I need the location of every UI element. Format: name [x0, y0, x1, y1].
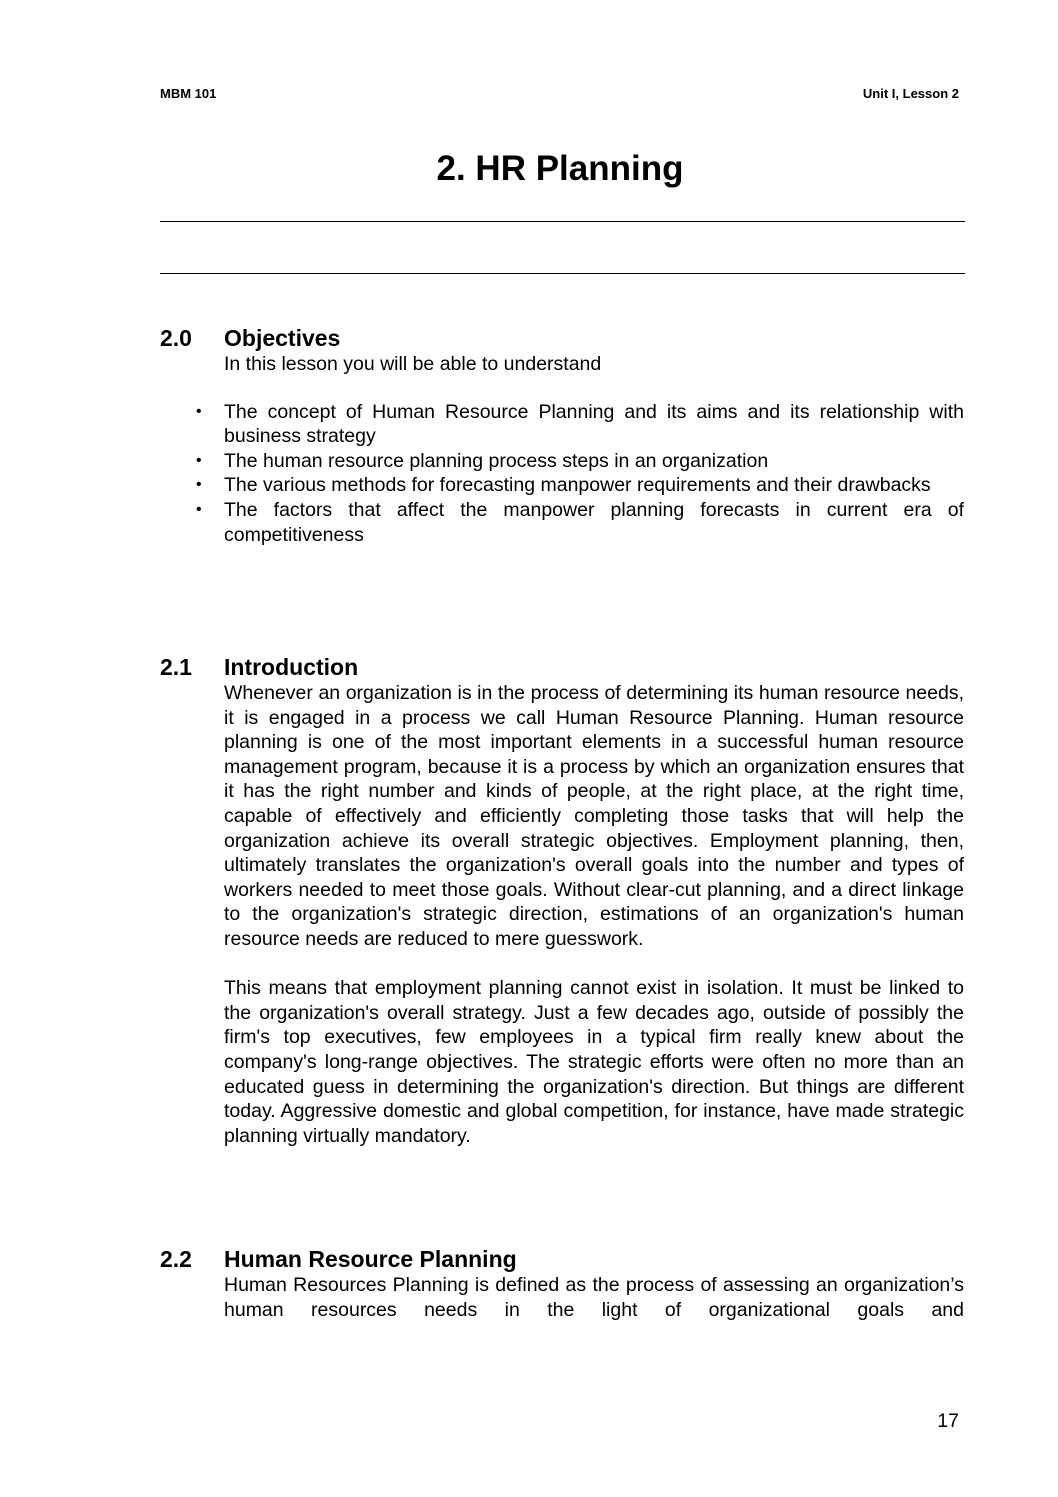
bullet-icon: • — [196, 402, 202, 420]
title-rule-bottom — [160, 273, 965, 274]
running-header-course: MBM 101 — [160, 86, 217, 101]
section-hr-planning — [160, 1245, 965, 1322]
section-objectives — [160, 324, 965, 547]
list-item — [196, 449, 964, 474]
section-body — [224, 1273, 964, 1322]
page-title: 2. HR Planning — [436, 149, 684, 188]
list-item-text: The concept of Human Resource Planning and its aims and its relationship with business strategy — [224, 400, 964, 448]
paragraph: Human Resources Planning is defined as the process of assessing an organization’s human resources needs in the light of organizational goals and — [224, 1274, 964, 1321]
title-rule-top — [160, 221, 965, 222]
section-heading — [160, 653, 965, 681]
section-number: 2.0 — [160, 325, 192, 351]
list-item-text: The factors that affect the manpower planning forecasts in current era of competitiveness — [224, 498, 964, 546]
list-item — [196, 473, 964, 498]
section-title: Objectives — [224, 325, 341, 351]
section-heading — [160, 324, 965, 352]
paragraph: Whenever an organization is in the process of determining its human resource needs, it is engaged in a process we call Human Resource Planning. Human resource planning is one of the most important elements in a successful human resource management program, because it is a process by which an organization ensures that it has the right number and kinds of people, at the right place, at the right time, capable of effectively and efficiently completing those tasks that will help the organization achieve its overall strategic objectives. Employment planning, then, ultimately translates the organization's overall goals into the number and types of workers needed to meet those goals. Without clear-cut planning, and a direct linkage to the organization's strategic direction, estimations of an organization's human resource needs are reduced to mere guesswork. — [224, 682, 964, 950]
objectives-intro: In this lesson you will be able to understand — [224, 353, 602, 375]
bullet-icon: • — [196, 451, 202, 469]
section-number: 2.1 — [160, 654, 192, 680]
running-header-unit: Unit I, Lesson 2 — [862, 86, 959, 101]
bullet-icon: • — [196, 476, 202, 494]
bullet-icon: • — [196, 500, 202, 518]
list-item — [196, 400, 964, 449]
list-item-text: The various methods for forecasting manpower requirements and their drawbacks — [224, 474, 931, 497]
paragraph: This means that employment planning cannot exist in isolation. It must be linked to the organization's overall strategy. Just a few decades ago, outside of possibly the firm's top executives, few employees in a typical firm really knew about the company's long-range objectives. The strategic efforts were often no more than an educated guess in determining the organization's direction. But things are different today. Aggressive domestic and global competition, for instance, have made strategic planning virtually mandatory. — [224, 977, 964, 1147]
section-body — [224, 681, 964, 1148]
section-number: 2.2 — [160, 1246, 192, 1272]
section-title: Introduction — [224, 654, 359, 680]
list-item — [196, 498, 964, 547]
section-introduction — [160, 653, 965, 1148]
page-number: 17 — [937, 1410, 959, 1432]
section-title: Human Resource Planning — [224, 1246, 517, 1272]
section-heading — [160, 1245, 965, 1273]
list-item-text: The human resource planning process steps in an organization — [224, 449, 769, 472]
objectives-list — [196, 400, 964, 548]
section-body — [196, 352, 964, 547]
